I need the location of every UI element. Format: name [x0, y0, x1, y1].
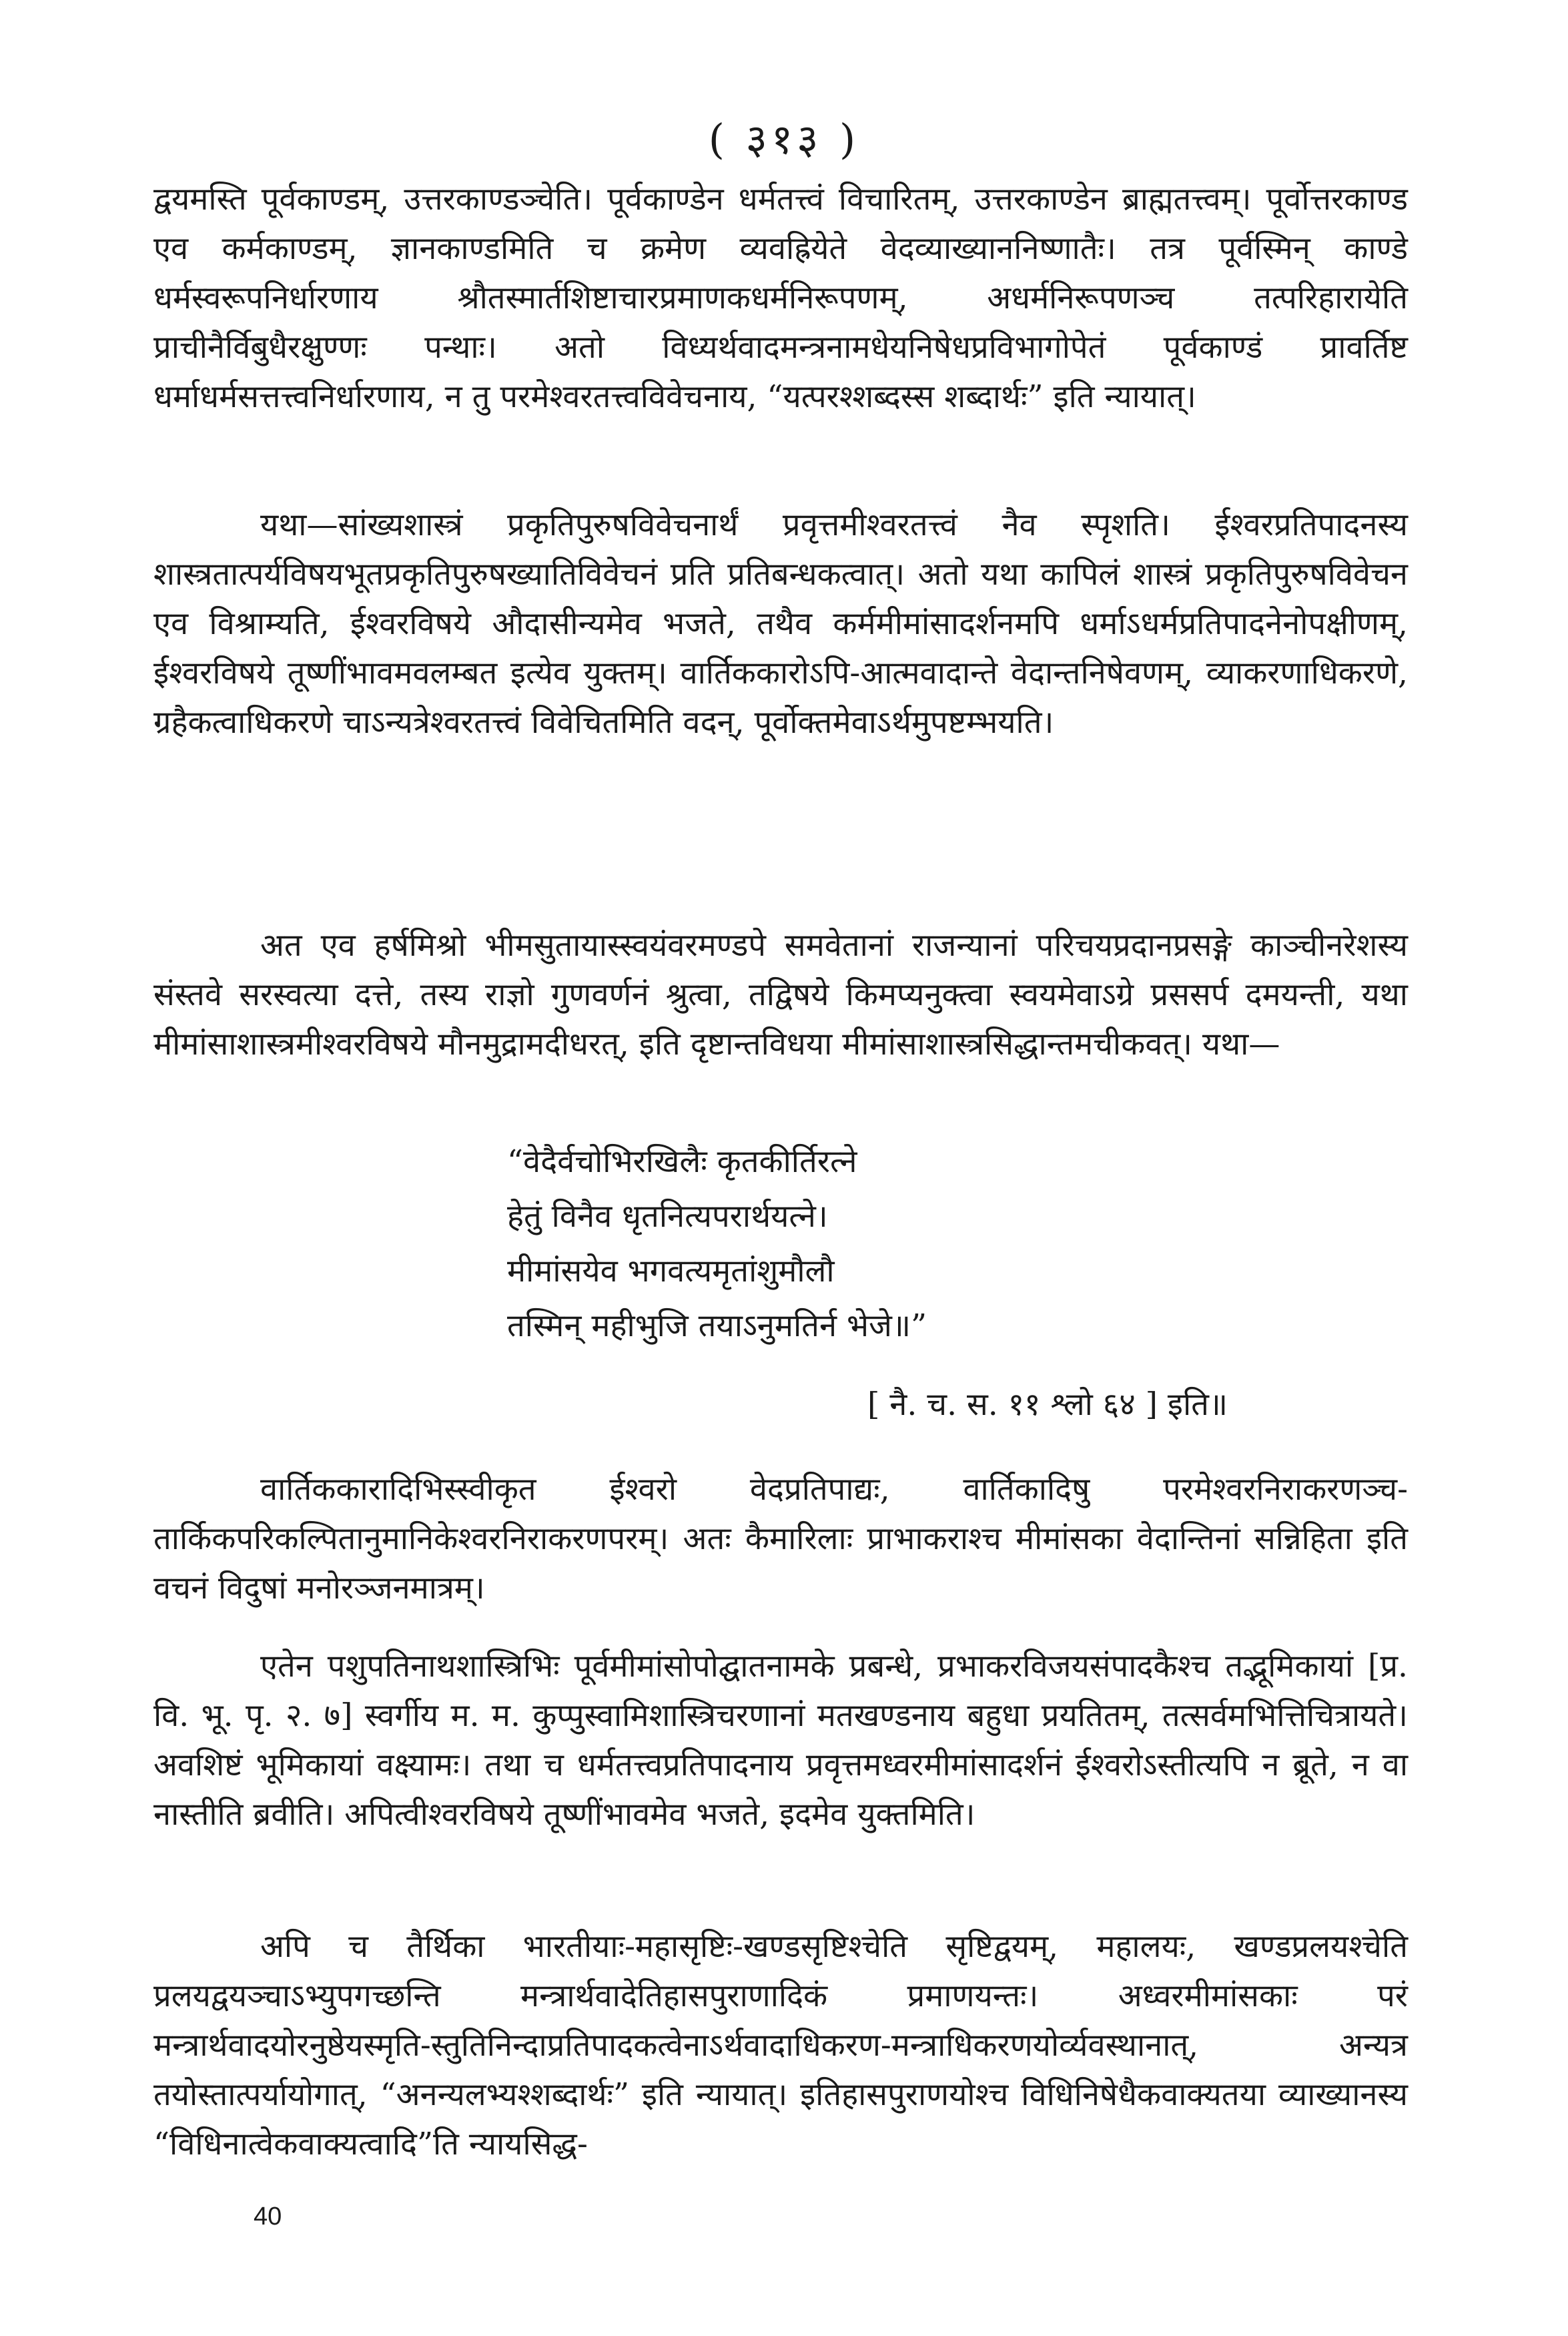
- verse-line-4: तस्मिन् महीभुजि तयाऽनुमतिर्न भेजे॥”: [507, 1307, 927, 1344]
- paragraph-2: यथा—सांख्यशास्त्रं प्रकृतिपुरुषविवेचनार्थं प्रवृत्तमीश्वरतत्त्वं नैव स्पृशति। ईश्वरप्रतिपादनस्य शास्त्रतात्पर्यविषयभूतप्रकृतिपुरुषख्यातिविवेचनं प्रति प्रतिबन्धकत्वात्। अतो यथा कापिलं शास्त्रं प्रकृतिपुरुषविवेचन एव विश्राम्यति, ईश्वरविषये औदासीन्यमेव भजते, तथैव कर्ममीमांसादर्शनमपि धर्माऽधर्मप्रतिपादनेनोपक्षीणम्, ईश्वरविषये तूष्णींभावमवलम्बत इत्येव युक्तम्। वार्तिककारोऽपि-आत्मवादान्ते वेदान्तनिषेवणम्, व्याकरणाधिकरणे, ग्रहैकत्वाधिकरणे चाऽन्यत्रेश्वरतत्त्वं विवेचितमिति वदन्, पूर्वोक्तमेवाऽर्थमुपष्टम्भयति।: [153, 507, 1408, 741]
- verse-line-3: मीमांसयेव भगवत्यमृतांशुमौलौ: [507, 1253, 835, 1289]
- verse-citation: [ नै. च. स. ११ श्लो ६४ ] इति॥: [867, 1386, 1228, 1423]
- verse-line-1: “वेदैर्वचोभिरखिलैः कृतकीर्तिरत्ने: [507, 1143, 857, 1180]
- paragraph-1: द्वयमस्ति पूर्वकाण्डम्, उत्तरकाण्डञ्चेति। पूर्वकाण्डेन धर्मतत्त्वं विचारितम्, उत्तरकाण्डेन ब्राह्मतत्त्वम्। पूर्वोत्तरकाण्ड एव कर्मकाण्डम्, ज्ञानकाण्डमिति च क्रमेण व्यवह्रियेते वेदव्याख्याननिष्णातैः। तत्र पूर्वस्मिन् काण्डे धर्मस्वरूपनिर्धारणाय श्रौतस्मार्तशिष्टाचारप्रमाणकधर्मनिरूपणम्, अधर्मनिरूपणञ्च तत्परिहारायेति प्राचीनैर्विबुधैरक्षुण्णः पन्थाः। अतो विध्यर्थवादमन्त्रनामधेयनिषेधप्रविभागोपेतं पूर्वकाण्डं प्रावर्तिष्ट धर्माधर्मसत्तत्त्वनिर्धारणाय, न तु परमेश्वरतत्त्वविवेचनाय, “यत्परश्शब्दस्स शब्दार्थः” इति न्यायात्।: [153, 181, 1408, 415]
- paragraph-5: एतेन पशुपतिनाथशास्त्रिभिः पूर्वमीमांसोपोद्घातनामके प्रबन्धे, प्रभाकरविजयसंपादकैश्च तद्भूमिकायां [प्र. वि. भू. पृ. २. ७] स्वर्गीय म. म. कुप्पुस्वामिशास्त्रिचरणानां मतखण्डनाय बहुधा प्रयतितम्, तत्सर्वमभित्तिचित्रायते। अवशिष्टं भूमिकायां वक्ष्यामः। तथा च धर्मतत्त्वप्रतिपादनाय प्रवृत्तमध्वरमीमांसादर्शनं ईश्वरोऽस्तीत्यपि न ब्रूते, न वा नास्तीति ब्रवीति। अपित्वीश्वरविषये तूष्णींभावमेव भजते, इदमेव युक्तमिति।: [153, 1648, 1408, 1833]
- verse-block: [507, 1135, 1308, 1354]
- paragraph-6: अपि च तैर्थिका भारतीयाः-महासृष्टिः-खण्डसृष्टिश्चेति सृष्टिद्वयम्, महालयः, खण्डप्रलयश्चेति प्रलयद्वयञ्चाऽभ्युपगच्छन्ति मन्त्रार्थवादेतिहासपुराणादिकं प्रमाणयन्तः। अध्वरमीमांसकाः परं मन्त्रार्थवादयोरनुष्ठेयस्मृति-स्तुतिनिन्दाप्रतिपादकत्वेनाऽर्थवादाधिकरण-मन्त्राधिकरणयोर्व्यवस्थानात्, अन्यत्र तयोस्तात्पर्यायोगात्, “अनन्यलभ्यश्शब्दार्थः” इति न्यायात्। इतिहासपुराणयोश्च विधिनिषेधैकवाक्यतया व्याख्यानस्य “विधिनात्वेकवाक्यत्वादि”ति न्यायसिद्ध-: [153, 1928, 1408, 2162]
- paragraph-3: अत एव हर्षमिश्रो भीमसुतायास्स्वयंवरमण्डपे समवेतानां राजन्यानां परिचयप्रदानप्रसङ्गे काञ्चीनरेशस्य संस्तवे सरस्वत्या दत्ते, तस्य राज्ञो गुणवर्णनं श्रुत्वा, तद्विषये किमप्यनुक्त्वा स्वयमेवाऽग्रे प्रससर्प दमयन्ती, यथा मीमांसाशास्त्रमीश्वरविषये मौनमुद्रामदीधरत्, इति दृष्टान्तविधया मीमांसाशास्त्रसिद्धान्तमचीकवत्। यथा—: [153, 927, 1408, 1063]
- paragraph-4: वार्तिककारादिभिस्स्वीकृत ईश्वरो वेदप्रतिपाद्यः, वार्तिकादिषु परमेश्वरनिराकरणञ्च- तार्किकपरिकल्पितानुमानिकेश्वरनिराकरणपरम्। अतः कैमारिलाः प्राभाकराश्च मीमांसका वेदान्तिनां सन्निहिता इति वचनं विदुषां मनोरञ्जनमात्रम्।: [153, 1471, 1408, 1607]
- page-header-number: ( ३१३ ): [708, 115, 860, 164]
- page-number: 40: [254, 2203, 282, 2231]
- verse-line-2: हेतुं विनैव धृतनित्यपरार्थयत्ने।: [507, 1198, 828, 1235]
